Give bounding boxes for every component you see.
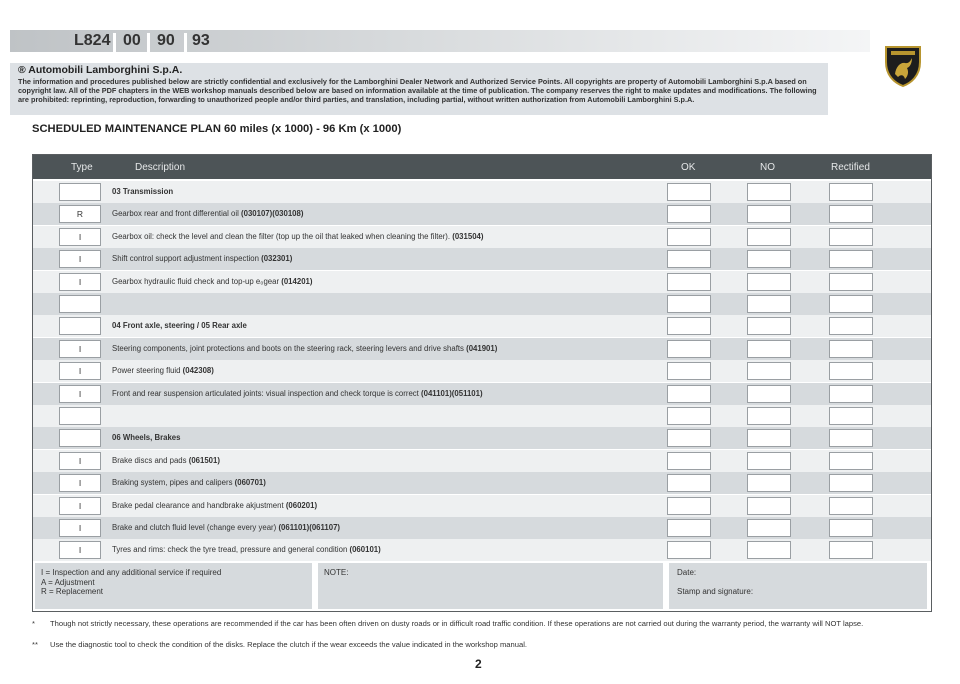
task-description (112, 545, 381, 554)
maintenance-table (32, 154, 932, 612)
code-separator (184, 33, 187, 52)
section-heading (112, 187, 173, 196)
rectified-checkbox[interactable] (829, 474, 873, 492)
no-checkbox[interactable] (747, 407, 791, 425)
task-description (112, 501, 317, 510)
rectified-checkbox[interactable] (829, 205, 873, 223)
task-text: 04 Front axle, steering / 05 Rear axle (112, 321, 247, 331)
table-row (33, 539, 931, 561)
task-text: Tyres and rims: check the tyre tread, pressure and general condition (112, 545, 348, 555)
doc-code-group: 00 (123, 32, 141, 49)
header-ok: OK (681, 162, 696, 173)
rectified-checkbox[interactable] (829, 340, 873, 358)
table-row (33, 226, 931, 248)
task-text: Front and rear suspension articulated joints: visual inspection and check torque is correct (112, 388, 419, 398)
task-description (112, 523, 340, 532)
ok-checkbox[interactable] (667, 273, 711, 291)
page-number: 2 (475, 657, 482, 671)
no-checkbox[interactable] (747, 362, 791, 380)
ok-checkbox[interactable] (667, 407, 711, 425)
no-checkbox[interactable] (747, 429, 791, 447)
rectified-checkbox[interactable] (829, 429, 873, 447)
task-text: Brake and clutch fluid level (change every year) (112, 523, 277, 532)
task-text: Brake pedal clearance and handbrake akjustment (112, 500, 284, 510)
no-checkbox[interactable] (747, 541, 791, 559)
code-separator (113, 33, 116, 52)
no-checkbox[interactable] (747, 205, 791, 223)
no-checkbox[interactable] (747, 250, 791, 268)
footnote-2 (32, 640, 932, 650)
table-row (33, 271, 931, 293)
task-text: 06 Wheels, Brakes (112, 433, 181, 443)
ok-checkbox[interactable] (667, 183, 711, 201)
type-cell: I (59, 474, 101, 492)
ok-checkbox[interactable] (667, 362, 711, 380)
type-cell: I (59, 452, 101, 470)
table-row (33, 517, 931, 539)
rectified-checkbox[interactable] (829, 407, 873, 425)
table-row (33, 405, 931, 427)
operation-code: (060701) (234, 478, 266, 488)
type-cell (59, 183, 101, 201)
no-checkbox[interactable] (747, 340, 791, 358)
stamp-label: Stamp and signature: (677, 586, 754, 596)
table-row (33, 360, 931, 382)
table-row (33, 338, 931, 360)
rectified-checkbox[interactable] (829, 385, 873, 403)
footnote-text: Though not strictly necessary, these operations are recommended if the car has been often driven on dusty roads or in difficult road traffic condition. If these operations are not carried out during the warranty period, the warranty will NOT lapse. (50, 619, 864, 628)
no-checkbox[interactable] (747, 228, 791, 246)
ok-checkbox[interactable] (667, 519, 711, 537)
task-text: Power steering fluid (112, 366, 181, 376)
no-checkbox[interactable] (747, 295, 791, 313)
task-description (112, 478, 266, 487)
rectified-checkbox[interactable] (829, 362, 873, 380)
ok-checkbox[interactable] (667, 295, 711, 313)
rectified-checkbox[interactable] (829, 295, 873, 313)
task-text: Brake discs and pads (112, 455, 187, 465)
footnote-1 (32, 619, 932, 629)
operation-code: (042308) (182, 366, 214, 376)
note-label: NOTE: (324, 568, 349, 577)
notice-body: The information and procedures published below are strictly confidential and exclusively for the Lamborghini Dealer Network and Authorized Service Points. All copyrights are property of Automobili Lamborghini S.p.A based on copyright law. All of the PDF chapters in the WEB workshop manuals described below are based on information available at the time of publication. The company reserves the right to make updates and modifications. The following are prohibited: reprinting, reproduction, forwarding to unauthorized people and/or third parties, and translation, including partial, without written authorization from Automobili Lamborghini S.p.A. (18, 77, 817, 104)
table-header (33, 155, 931, 179)
task-text: Gearbox hydraulic fluid check and top-up e₀gear (112, 276, 280, 286)
table-row (33, 472, 931, 494)
rectified-checkbox[interactable] (829, 452, 873, 470)
operation-code: (041101)(051101) (421, 388, 483, 398)
type-cell: I (59, 228, 101, 246)
ok-checkbox[interactable] (667, 250, 711, 268)
rectified-checkbox[interactable] (829, 183, 873, 201)
task-description (112, 344, 497, 353)
operation-code: (032301) (261, 254, 293, 264)
legend-replacement: R = Replacement (41, 587, 104, 596)
ok-checkbox[interactable] (667, 474, 711, 492)
no-checkbox[interactable] (747, 474, 791, 492)
no-checkbox[interactable] (747, 519, 791, 537)
copyright-notice (10, 63, 828, 115)
ok-checkbox[interactable] (667, 205, 711, 223)
task-text: 03 Transmission (112, 187, 174, 196)
operation-code: (060201) (285, 500, 318, 510)
task-description (112, 277, 312, 286)
task-text: Braking system, pipes and calipers (112, 478, 233, 488)
task-description (112, 209, 303, 218)
table-row (33, 495, 931, 517)
table-row (33, 315, 931, 337)
ok-checkbox[interactable] (667, 429, 711, 447)
ok-checkbox[interactable] (667, 385, 711, 403)
doc-code-section: 90 (157, 32, 175, 49)
header-rectified: Rectified (831, 162, 870, 173)
operation-code: (031504) (452, 231, 484, 241)
task-description (112, 366, 214, 375)
table-row (33, 181, 931, 203)
rectified-checkbox[interactable] (829, 250, 873, 268)
ok-checkbox[interactable] (667, 452, 711, 470)
type-cell: I (59, 519, 101, 537)
ok-checkbox[interactable] (667, 340, 711, 358)
rectified-checkbox[interactable] (829, 228, 873, 246)
operation-code: (030107)(030108) (241, 209, 304, 219)
table-row (33, 383, 931, 405)
ok-checkbox[interactable] (667, 317, 711, 335)
rectified-checkbox[interactable] (829, 317, 873, 335)
section-heading (112, 321, 247, 330)
footnote-mark: ** (32, 640, 38, 649)
code-separator (147, 33, 150, 52)
rectified-checkbox[interactable] (829, 497, 873, 515)
operation-code: (014201) (281, 276, 313, 286)
lamborghini-shield-logo (883, 44, 923, 88)
type-cell: R (59, 205, 101, 223)
type-cell: I (59, 273, 101, 291)
type-cell (59, 295, 101, 313)
task-description (112, 456, 220, 465)
type-cell (59, 429, 101, 447)
table-row (33, 450, 931, 472)
task-text: Shift control support adjustment inspection (112, 254, 259, 264)
no-checkbox[interactable] (747, 273, 791, 291)
task-text: Steering components, joint protections and boots on the steering rack, steering levers and drive shafts (112, 343, 464, 353)
task-text: Gearbox rear and front differential oil (112, 209, 239, 219)
table-row (33, 293, 931, 315)
type-cell: I (59, 541, 101, 559)
type-cell: I (59, 497, 101, 515)
operation-code: (061501) (188, 455, 220, 465)
rectified-checkbox[interactable] (829, 273, 873, 291)
type-cell (59, 407, 101, 425)
rectified-checkbox[interactable] (829, 519, 873, 537)
legend-inspection: I = Inspection and any additional service if required (41, 568, 222, 577)
header-type: Type (71, 162, 93, 173)
type-cell: I (59, 362, 101, 380)
type-cell: I (59, 250, 101, 268)
no-checkbox[interactable] (747, 183, 791, 201)
section-heading (112, 433, 180, 442)
legend-adjustment: A = Adjustment (41, 577, 95, 587)
ok-checkbox[interactable] (667, 541, 711, 559)
ok-checkbox[interactable] (667, 228, 711, 246)
operation-code: (061101)(061107) (278, 523, 340, 532)
date-label: Date: (677, 568, 697, 577)
task-description (112, 232, 483, 241)
table-row (33, 203, 931, 225)
date-stamp-box[interactable] (669, 563, 927, 609)
footnote-mark: * (32, 619, 35, 628)
operation-code: (060101) (349, 545, 381, 555)
no-checkbox[interactable] (747, 497, 791, 515)
type-cell: I (59, 385, 101, 403)
type-cell: I (59, 340, 101, 358)
no-checkbox[interactable] (747, 385, 791, 403)
no-checkbox[interactable] (747, 452, 791, 470)
doc-code-sub: 93 (192, 32, 210, 49)
doc-code-model: L824 (74, 32, 111, 49)
no-checkbox[interactable] (747, 317, 791, 335)
table-row (33, 248, 931, 270)
operation-code: (041901) (466, 343, 498, 353)
ok-checkbox[interactable] (667, 497, 711, 515)
footnote-text: Use the diagnostic tool to check the condition of the disks. Replace the clutch if the wear exceeds the value indicated in the workshop manual. (50, 640, 527, 649)
legend-box (35, 563, 312, 609)
task-text: Gearbox oil: check the level and clean the filter (top up the oil that leaked when cleaning the filter). (112, 231, 451, 241)
notice-title: ® Automobili Lamborghini S.p.A. (18, 64, 183, 76)
note-box[interactable] (318, 563, 663, 609)
task-description (112, 389, 483, 398)
type-cell (59, 317, 101, 335)
rectified-checkbox[interactable] (829, 541, 873, 559)
task-description (112, 254, 292, 263)
table-row (33, 427, 931, 449)
header-description: Description (135, 162, 186, 173)
plan-title: SCHEDULED MAINTENANCE PLAN 60 miles (x 1000) - 96 Km (x 1000) (32, 123, 402, 135)
header-no: NO (760, 162, 775, 173)
